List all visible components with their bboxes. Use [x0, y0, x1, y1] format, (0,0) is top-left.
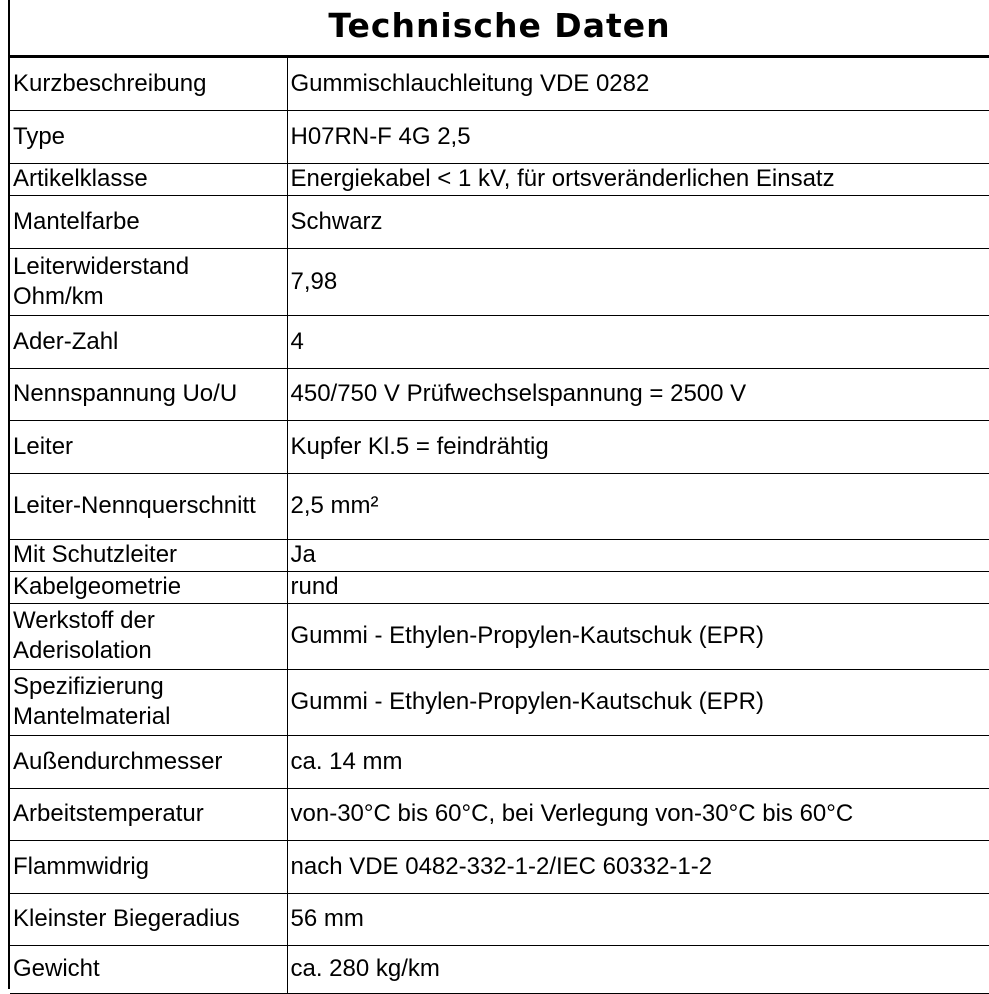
spec-label: Nennspannung Uo/U — [10, 368, 287, 420]
spec-table — [10, 58, 989, 994]
table-row — [10, 539, 989, 571]
title-bar — [10, 0, 989, 58]
spec-value: Gummischlauchleitung VDE 0282 — [287, 58, 989, 110]
spec-label: Leiter-Nennquerschnitt — [10, 473, 287, 539]
table-row — [10, 893, 989, 945]
spec-label: Ader-Zahl — [10, 315, 287, 368]
spec-label: Spezifizierung Mantelmaterial — [10, 669, 287, 735]
table-row — [10, 315, 989, 368]
table-row — [10, 571, 989, 603]
spec-label: Kleinster Biegeradius — [10, 893, 287, 945]
spec-label: Leiterwiderstand Ohm/km — [10, 248, 287, 315]
table-row — [10, 163, 989, 195]
spec-label: Arbeitstemperatur — [10, 788, 287, 840]
table-row — [10, 603, 989, 669]
spec-label: Mantelfarbe — [10, 195, 287, 248]
table-row — [10, 248, 989, 315]
spec-value: Energiekabel < 1 kV, für ortsveränderlichen Einsatz — [287, 163, 989, 195]
table-row — [10, 840, 989, 893]
spec-value: rund — [287, 571, 989, 603]
spec-value: 7,98 — [287, 248, 989, 315]
spec-value: Schwarz — [287, 195, 989, 248]
spec-value: ca. 14 mm — [287, 735, 989, 788]
spec-value: ca. 280 kg/km — [287, 945, 989, 993]
spec-label: Kabelgeometrie — [10, 571, 287, 603]
spec-value: Ja — [287, 539, 989, 571]
table-row — [10, 195, 989, 248]
technical-data-sheet — [8, 0, 989, 989]
table-row — [10, 110, 989, 163]
spec-label: Mit Schutzleiter — [10, 539, 287, 571]
spec-value: H07RN-F 4G 2,5 — [287, 110, 989, 163]
table-row — [10, 58, 989, 110]
spec-label: Gewicht — [10, 945, 287, 993]
page-title: Technische Daten — [328, 6, 671, 45]
table-row — [10, 420, 989, 473]
table-row — [10, 473, 989, 539]
spec-value: 56 mm — [287, 893, 989, 945]
spec-label: Leiter — [10, 420, 287, 473]
spec-label: Werkstoff der Aderisolation — [10, 603, 287, 669]
spec-label: Flammwidrig — [10, 840, 287, 893]
spec-value: von-30°C bis 60°C, bei Verlegung von-30°C bis 60°C — [287, 788, 989, 840]
spec-value: Gummi - Ethylen-Propylen-Kautschuk (EPR) — [287, 669, 989, 735]
table-row — [10, 368, 989, 420]
spec-label: Artikelklasse — [10, 163, 287, 195]
table-row — [10, 788, 989, 840]
spec-label: Außendurchmesser — [10, 735, 287, 788]
spec-value: 2,5 mm² — [287, 473, 989, 539]
table-row — [10, 945, 989, 993]
spec-value: 4 — [287, 315, 989, 368]
spec-value: nach VDE 0482-332-1-2/IEC 60332-1-2 — [287, 840, 989, 893]
spec-label: Kurzbeschreibung — [10, 58, 287, 110]
spec-value: Gummi - Ethylen-Propylen-Kautschuk (EPR) — [287, 603, 989, 669]
spec-label: Type — [10, 110, 287, 163]
spec-value: Kupfer Kl.5 = feindrähtig — [287, 420, 989, 473]
table-row — [10, 735, 989, 788]
table-row — [10, 669, 989, 735]
spec-value: 450/750 V Prüfwechselspannung = 2500 V — [287, 368, 989, 420]
